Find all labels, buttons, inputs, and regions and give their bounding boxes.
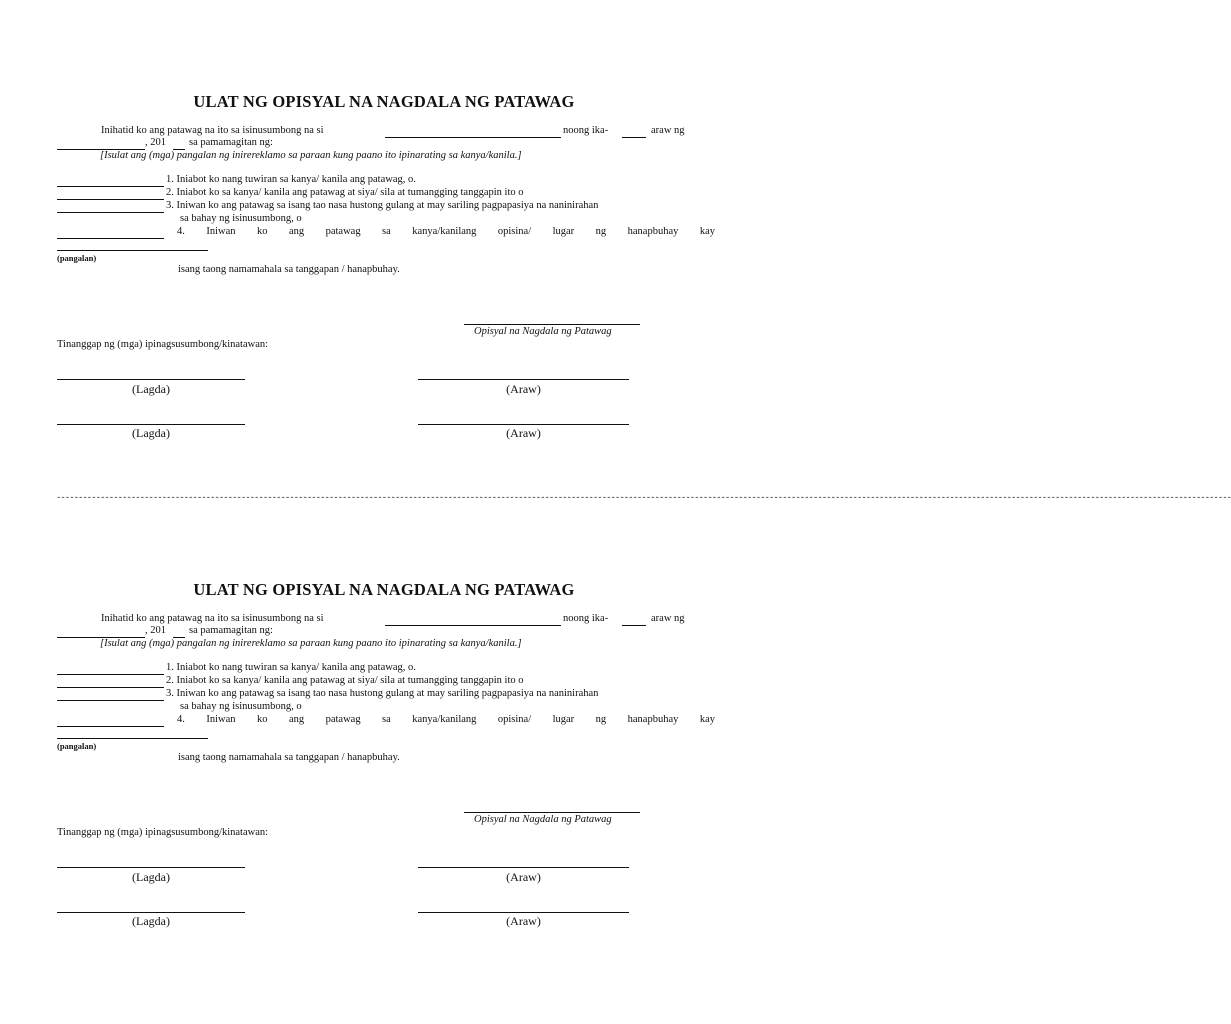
intro-day-label: noong ika-: [563, 613, 609, 624]
option-4-word: kay: [699, 714, 715, 725]
intro-day-label: noong ika-: [563, 125, 609, 136]
intro-text: Inihatid ko ang patawag na ito sa isinusumbong na si: [101, 613, 324, 624]
date-field-2[interactable]: [418, 424, 629, 425]
option-4-word: ang: [288, 226, 305, 237]
option-4-word: kanya/kanilang: [412, 714, 477, 725]
officer-signature-field[interactable]: [464, 812, 640, 813]
by-means-label: sa pamamagitan ng:: [189, 625, 273, 636]
option-1-text: 1. Iniabot ko nang tuwiran sa kanya/ kanila ang patawag, o.: [166, 662, 416, 673]
option-4-text: [177, 714, 715, 725]
option-4-word: hanapbuhay: [627, 226, 679, 237]
option-4-word: sa: [382, 226, 391, 237]
option-2-text: 2. Iniabot ko sa kanya/ kanila ang patawag at siya/ sila at tumangging tanggapin ito o: [166, 675, 524, 686]
option-4-word: ng: [595, 714, 607, 725]
option-4-continuation: isang taong namamahala sa tanggapan / hanapbuhay.: [178, 264, 400, 275]
option-4-word: lugar: [552, 226, 575, 237]
summons-report-form-1: [0, 0, 768, 480]
araw-label: (Araw): [506, 426, 541, 440]
option-4-word: Iniwan: [206, 714, 236, 725]
instruction-text: [Isulat ang (mga) pangalan ng inirereklamo sa paraan kung paano ito ipinarating sa kanya/kanila.]: [100, 638, 522, 649]
officer-signature-field[interactable]: [464, 324, 640, 325]
option-4-word: kanya/kanilang: [412, 226, 477, 237]
date-field-2[interactable]: [418, 912, 629, 913]
option-4-word: hanapbuhay: [627, 714, 679, 725]
received-label: Tinanggap ng (mga) ipinagsusumbong/kinatawan:: [57, 339, 269, 350]
option-4-text: [177, 226, 715, 237]
option-1-field[interactable]: [57, 186, 164, 187]
respondent-name-field[interactable]: [385, 625, 561, 626]
cut-line-divider: ---------------------------------------------------------------------------------------------------------------------------------------------------------------------------------------------------------------------------------------------------------------------------: [56, 493, 1231, 503]
option-4-word: patawag: [325, 226, 361, 237]
lagda-label: (Lagda): [132, 426, 170, 440]
officer-label: Opisyal na Nagdala ng Patawag: [474, 326, 612, 337]
option-4-word: sa: [382, 714, 391, 725]
intro-text: Inihatid ko ang patawag na ito sa isinusumbong na si: [101, 125, 324, 136]
option-1-text: 1. Iniabot ko nang tuwiran sa kanya/ kanila ang patawag, o.: [166, 174, 416, 185]
form-title: ULAT NG OPISYAL NA NAGDALA NG PATAWAG: [193, 580, 575, 599]
option-3-field[interactable]: [57, 212, 164, 213]
instruction-text: [Isulat ang (mga) pangalan ng inirereklamo sa paraan kung paano ito ipinarating sa kanya/kanila.]: [100, 150, 522, 161]
option-4-word: Iniwan: [206, 226, 236, 237]
officer-label: Opisyal na Nagdala ng Patawag: [474, 814, 612, 825]
option-4-field[interactable]: [57, 726, 164, 727]
lagda-label: (Lagda): [132, 382, 170, 396]
option-4-word: 4.: [177, 714, 185, 725]
option-1-field[interactable]: [57, 674, 164, 675]
date-field-1[interactable]: [418, 379, 629, 380]
year-prefix: , 201: [145, 625, 166, 636]
option-4-word: ko: [256, 714, 268, 725]
day-field[interactable]: [622, 625, 646, 626]
signature-field-2[interactable]: [57, 424, 245, 425]
respondent-name-field[interactable]: [385, 137, 561, 138]
option-4-word: patawag: [325, 714, 361, 725]
option-4-word: ang: [288, 714, 305, 725]
option-3-continuation: sa bahay ng isinusumbong, o: [180, 213, 302, 224]
option-4-field[interactable]: [57, 238, 164, 239]
option-2-field[interactable]: [57, 687, 164, 688]
option-2-text: 2. Iniabot ko sa kanya/ kanila ang patawag at siya/ sila at tumangging tanggapin ito o: [166, 187, 524, 198]
option-4-continuation: isang taong namamahala sa tanggapan / hanapbuhay.: [178, 752, 400, 763]
pangalan-field[interactable]: [57, 738, 208, 739]
signature-field-1[interactable]: [57, 867, 245, 868]
intro-month-label: araw ng: [651, 613, 685, 624]
araw-label: (Araw): [506, 870, 541, 884]
day-field[interactable]: [622, 137, 646, 138]
option-3-field[interactable]: [57, 700, 164, 701]
signature-field-2[interactable]: [57, 912, 245, 913]
lagda-label: (Lagda): [132, 914, 170, 928]
option-4-word: kay: [699, 226, 715, 237]
form-title: ULAT NG OPISYAL NA NAGDALA NG PATAWAG: [193, 92, 575, 111]
intro-month-label: araw ng: [651, 125, 685, 136]
received-label: Tinanggap ng (mga) ipinagsusumbong/kinatawan:: [57, 827, 269, 838]
option-3-text: 3. Iniwan ko ang patawag sa isang tao nasa hustong gulang at may sariling pagpapasiya na naninirahan: [166, 688, 599, 699]
option-3-continuation: sa bahay ng isinusumbong, o: [180, 701, 302, 712]
year-prefix: , 201: [145, 137, 166, 148]
option-4-word: 4.: [177, 226, 185, 237]
date-field-1[interactable]: [418, 867, 629, 868]
pangalan-label: (pangalan): [57, 253, 97, 263]
by-means-label: sa pamamagitan ng:: [189, 137, 273, 148]
option-4-word: lugar: [552, 714, 575, 725]
option-4-word: ng: [595, 226, 607, 237]
option-3-text: 3. Iniwan ko ang patawag sa isang tao nasa hustong gulang at may sariling pagpapasiya na naninirahan: [166, 200, 599, 211]
option-4-word: opisina/: [497, 714, 532, 725]
summons-report-form-2: [0, 488, 1231, 968]
araw-label: (Araw): [506, 382, 541, 396]
araw-label: (Araw): [506, 914, 541, 928]
option-4-word: ko: [256, 226, 268, 237]
pangalan-field[interactable]: [57, 250, 208, 251]
signature-field-1[interactable]: [57, 379, 245, 380]
lagda-label: (Lagda): [132, 870, 170, 884]
pangalan-label: (pangalan): [57, 741, 97, 751]
option-2-field[interactable]: [57, 199, 164, 200]
option-4-word: opisina/: [497, 226, 532, 237]
